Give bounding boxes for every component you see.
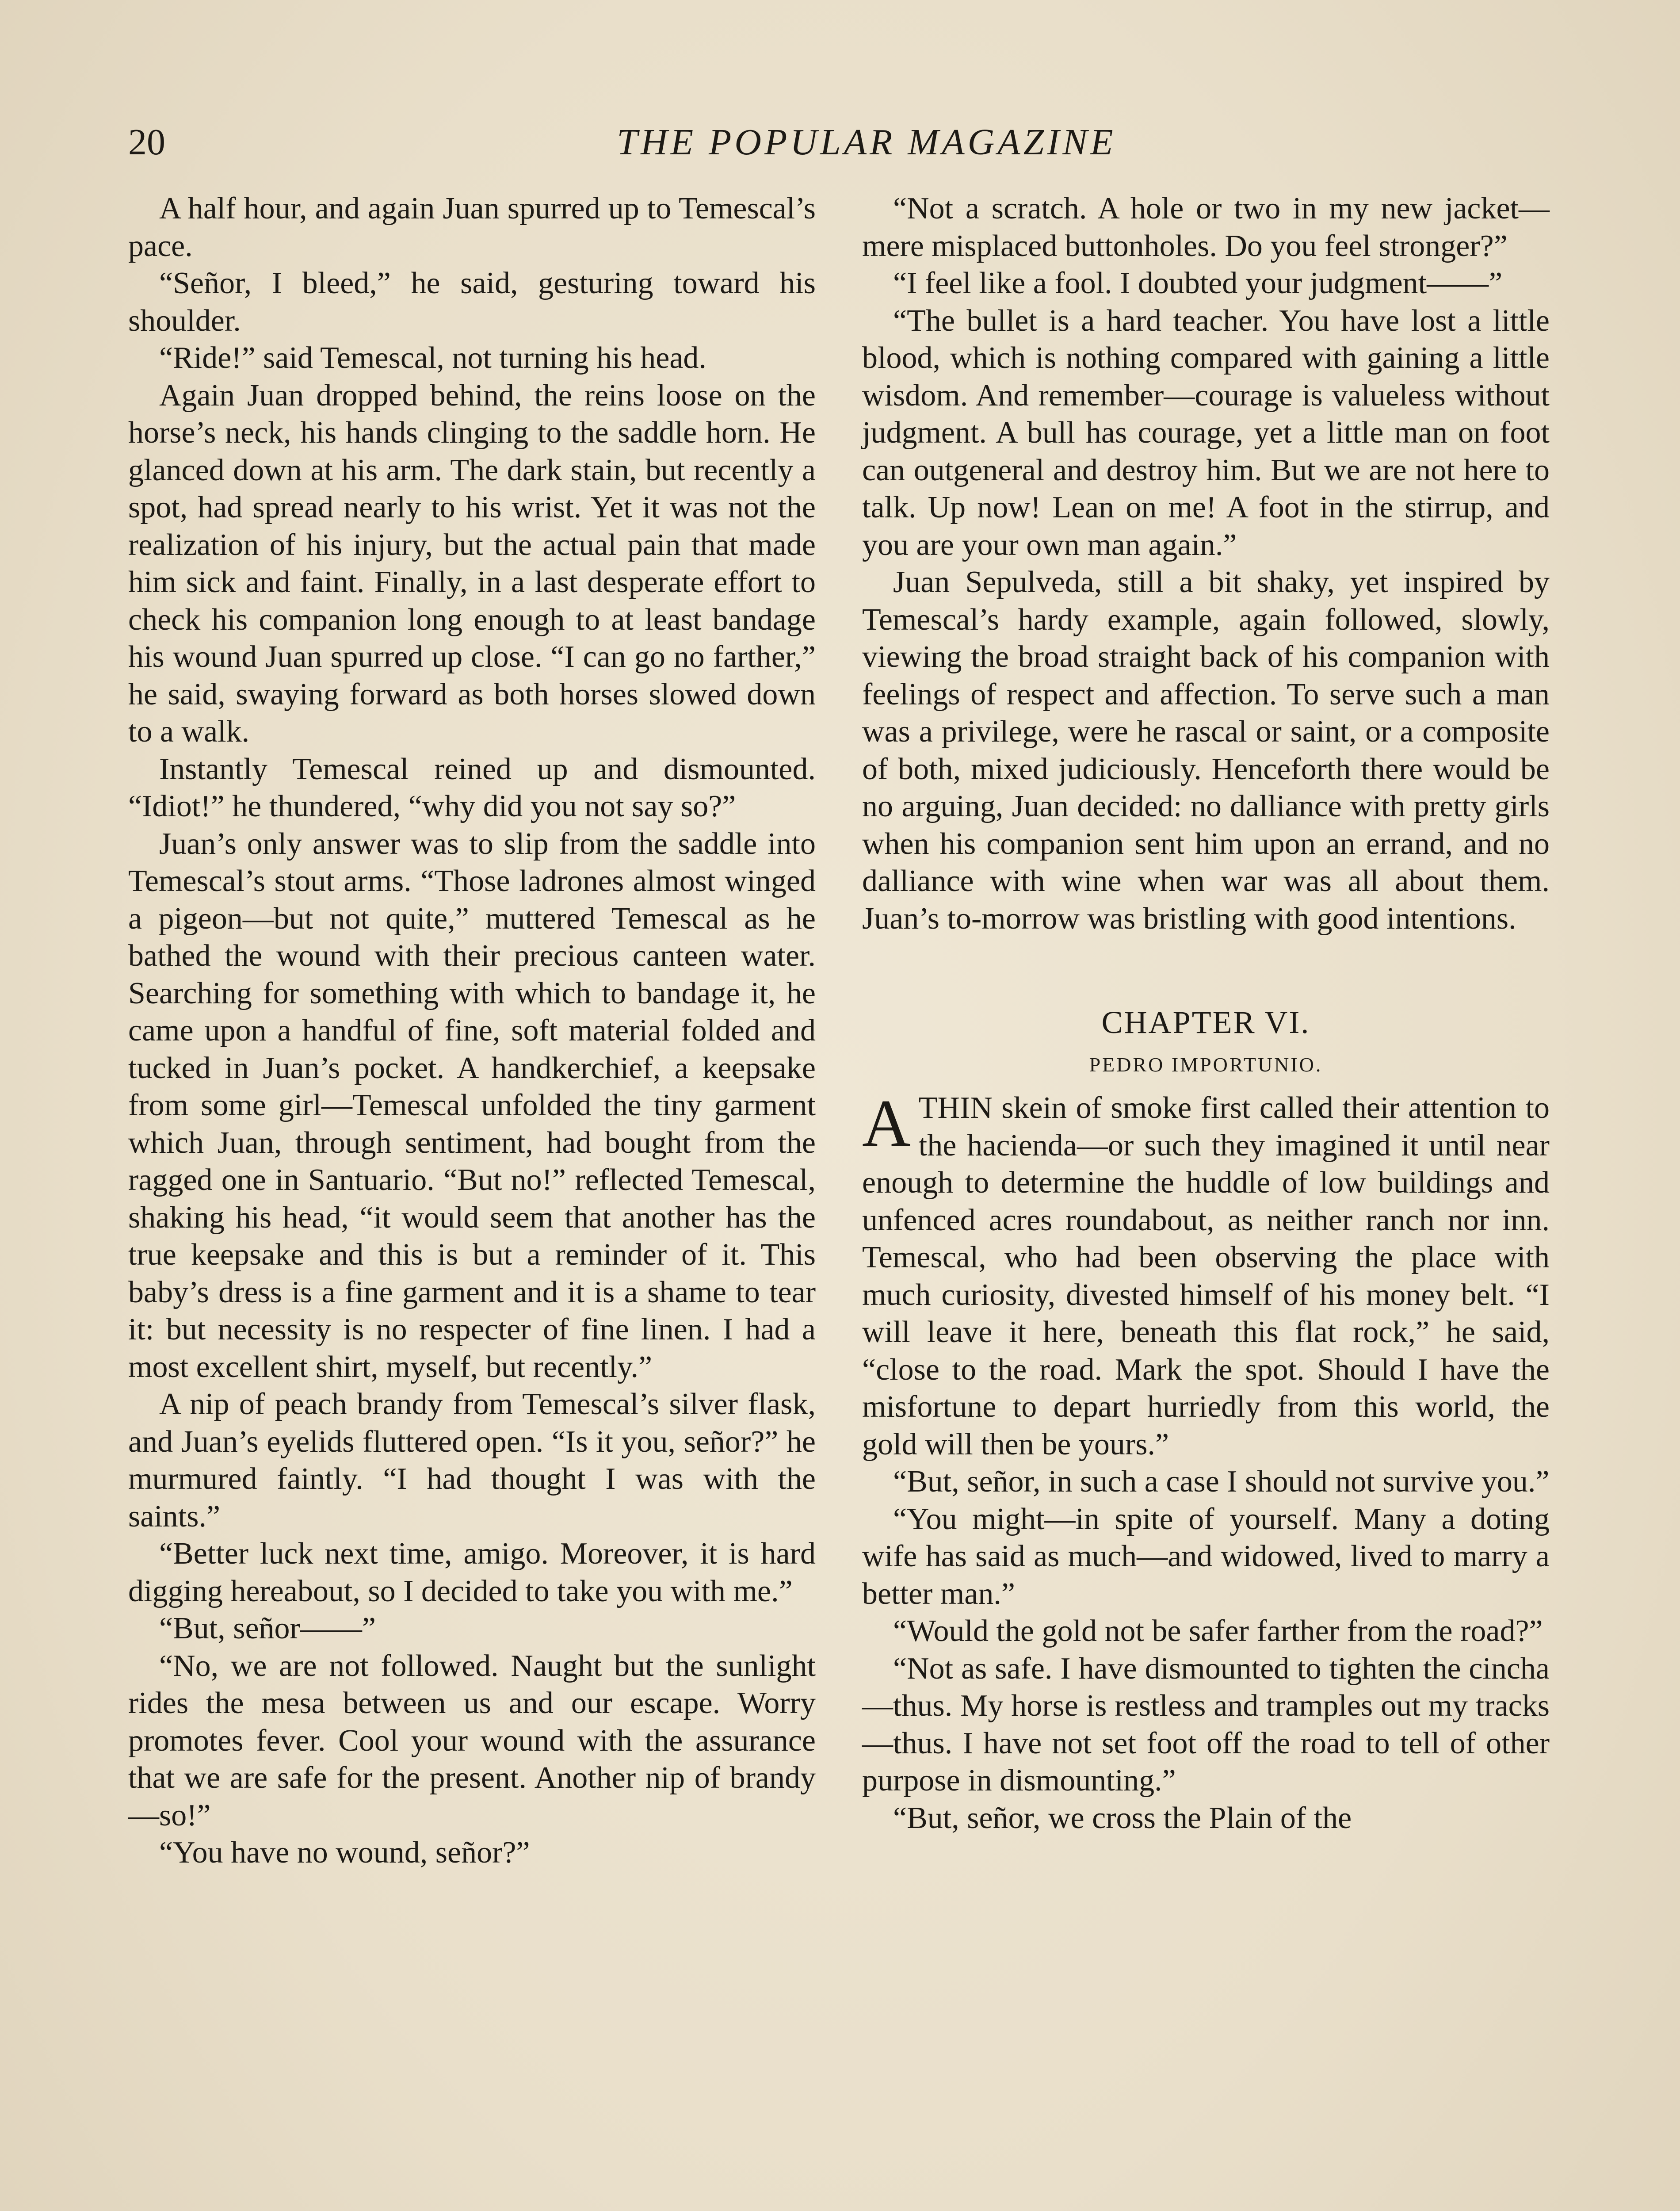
paragraph: “The bullet is a hard teacher. You have lost a little blood, which is nothing compared with gaining a little wisdom. And remember—courage is valueless without judgment. A bull has courage, yet a little man on foot can outgeneral and destroy him. But we are not here to talk. Up now! Lean on me! A foot in the stirrup, and you are your own man again.” bbox=[862, 303, 1550, 562]
paragraph: “Better luck next time, amigo. Moreover, it is hard digging hereabout, so I decided to take you with me.” bbox=[128, 1537, 816, 1608]
chapter-heading: CHAPTER VI. bbox=[1101, 1005, 1310, 1040]
drop-cap: A bbox=[862, 1086, 911, 1160]
paragraph: A half hour, and again Juan spurred up to Temescal’s pace. bbox=[128, 191, 816, 263]
paragraph: “I feel like a fool. I doubted your judgment——” bbox=[893, 266, 1503, 300]
paragraph: “No, we are not followed. Naught but the sunlight rides the mesa between us and our escape. Worry promotes fever. Cool your wound with the assurance that we are safe for the present. Another nip of brandy—so!” bbox=[128, 1649, 816, 1832]
paragraph: “Would the gold not be safer farther from the road?” bbox=[893, 1614, 1543, 1648]
paragraph: “Señor, I bleed,” he said, gesturing toward his shoulder. bbox=[128, 266, 816, 338]
paragraph: “Not as safe. I have dismounted to tighten the cincha—thus. My horse is restless and tramples out my tracks—thus. I have not set foot off the road to tell of other purpose in dismounting.” bbox=[862, 1651, 1550, 1798]
paragraph: “But, señor——” bbox=[159, 1611, 376, 1645]
right-column bbox=[862, 190, 1550, 1837]
paragraph: Again Juan dropped behind, the reins loose on the horse’s neck, his hands clinging to the saddle horn. He glanced down at his arm. The dark stain, but recently a spot, had spread nearly to his wrist. Yet it was not the realization of his injury, but the actual pain that made him sick and faint. Finally, in a last desperate effort to check his companion long enough to at least bandage his wound Juan spurred up close. “I can go no farther,” he said, swaying forward as both horses slowed down to a walk. bbox=[128, 378, 816, 749]
left-column bbox=[128, 190, 816, 1872]
paragraph: Juan’s only answer was to slip from the saddle into Temescal’s stout arms. “Those ladrones almost winged a pigeon—but not quite,” muttered Temescal as he bathed the wound with their precious canteen water. Searching for something with which to bandage it, he came upon a handful of fine, soft material folded and tucked in Juan’s pocket. A handkerchief, a keepsake from some girl—Temescal unfolded the tiny garment which Juan, through sentiment, had bought from the ragged one in Santuario. “But no!” reflected Temescal, shaking his head, “it would seem that another has the true keepsake and this is but a reminder of it. This baby’s dress is a fine garment and it is a shame to tear it: but necessity is no respecter of fine linen. I had a most excellent shirt, myself, but recently.” bbox=[128, 826, 816, 1384]
paragraph: A nip of peach brandy from Temescal’s silver flask, and Juan’s eyelids fluttered open. “Is it you, señor?” he murmured faintly. “I had thought I was with the saints.” bbox=[128, 1387, 816, 1534]
paragraph: “Ride!” said Temescal, not turning his head. bbox=[159, 341, 706, 375]
page-number: 20 bbox=[128, 122, 165, 163]
chapter-subtitle: PEDRO IMPORTUNIO. bbox=[1089, 1053, 1323, 1076]
running-title: THE POPULAR MAGAZINE bbox=[617, 122, 1116, 163]
paragraph: “But, señor, we cross the Plain of the bbox=[893, 1801, 1352, 1835]
paragraph: Juan Sepulveda, still a bit shaky, yet inspired by Temescal’s hardy example, again followed, slowly, viewing the broad straight back of his companion with feelings of respect and affection. To serve such a man was a privilege, were he rascal or saint, or a composite of both, mixed judiciously. Henceforth there would be no arguing, Juan decided: no dalliance with pretty girls when his companion sent him upon an errand, and no dalliance with wine when war was all about them. Juan’s to-morrow was bristling with good intentions. bbox=[862, 565, 1550, 936]
paragraph: “You have no wound, señor?” bbox=[159, 1836, 530, 1870]
paragraph: “Not a scratch. A hole or two in my new jacket—mere misplaced buttonholes. Do you feel stronger?” bbox=[862, 191, 1550, 263]
paragraph: “You might—in spite of yourself. Many a doting wife has said as much—and widowed, lived to marry a better man.” bbox=[862, 1502, 1550, 1611]
page-header bbox=[128, 120, 1547, 164]
chapter-opening-paragraph bbox=[862, 1086, 1550, 1463]
paragraph: “But, señor, in such a case I should not survive you.” bbox=[893, 1465, 1550, 1499]
paragraph: Instantly Temescal reined up and dismounted. “Idiot!” he thundered, “why did you not say so?” bbox=[128, 752, 816, 823]
chapter-opening-text: THIN skein of smoke first called their attention to the hacienda—or such they imagined it until near enough to determine the huddle of low buildings and unfenced acres roundabout, as neither ranch nor inn. Temescal, who had been observing the place with much curiosity, divested himself of his money belt. “I will leave it here, beneath this flat rock,” he said, “close to the road. Mark the spot. Should I have the misfortune to depart hurriedly from this world, the gold will then be yours.” bbox=[862, 1091, 1550, 1461]
